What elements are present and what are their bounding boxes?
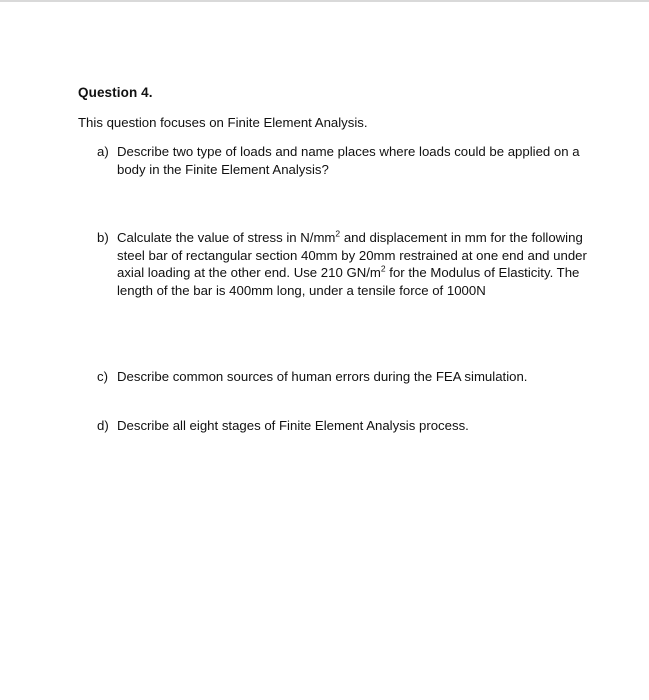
text-part-1: Calculate the value of stress in N/mm bbox=[117, 230, 336, 245]
sub-question-letter: d) bbox=[97, 418, 109, 433]
sub-question-letter: a) bbox=[97, 144, 109, 159]
text-part-2: and displacement in mm for the following steel bar of rectangular section 40mm by 20mm restrained at one end and under axial loading at the other end. Use 210 GN/m bbox=[117, 230, 587, 280]
superscript-squared: 2 bbox=[380, 263, 386, 274]
superscript-squared: 2 bbox=[335, 228, 341, 239]
text-part-3: for the Modulus of Elasticity. The length of the bar is 400mm long, under a tensile force of 1000N bbox=[117, 265, 580, 298]
sub-question-text: Describe all eight stages of Finite Element Analysis process. bbox=[117, 418, 469, 433]
sub-question-c bbox=[97, 368, 597, 386]
sub-question-text bbox=[117, 229, 597, 299]
sub-question-text: Describe common sources of human errors during the FEA simulation. bbox=[117, 369, 528, 384]
sub-question-d bbox=[97, 417, 597, 435]
sub-question-a bbox=[97, 143, 597, 178]
question-intro: This question focuses on Finite Element Analysis. bbox=[78, 115, 368, 130]
question-title: Question 4. bbox=[78, 85, 153, 100]
sub-question-letter: b) bbox=[97, 230, 109, 245]
sub-question-text: Describe two type of loads and name places where loads could be applied on a body in the Finite Element Analysis? bbox=[117, 144, 580, 177]
sub-question-letter: c) bbox=[97, 369, 108, 384]
sub-question-b bbox=[97, 229, 597, 299]
